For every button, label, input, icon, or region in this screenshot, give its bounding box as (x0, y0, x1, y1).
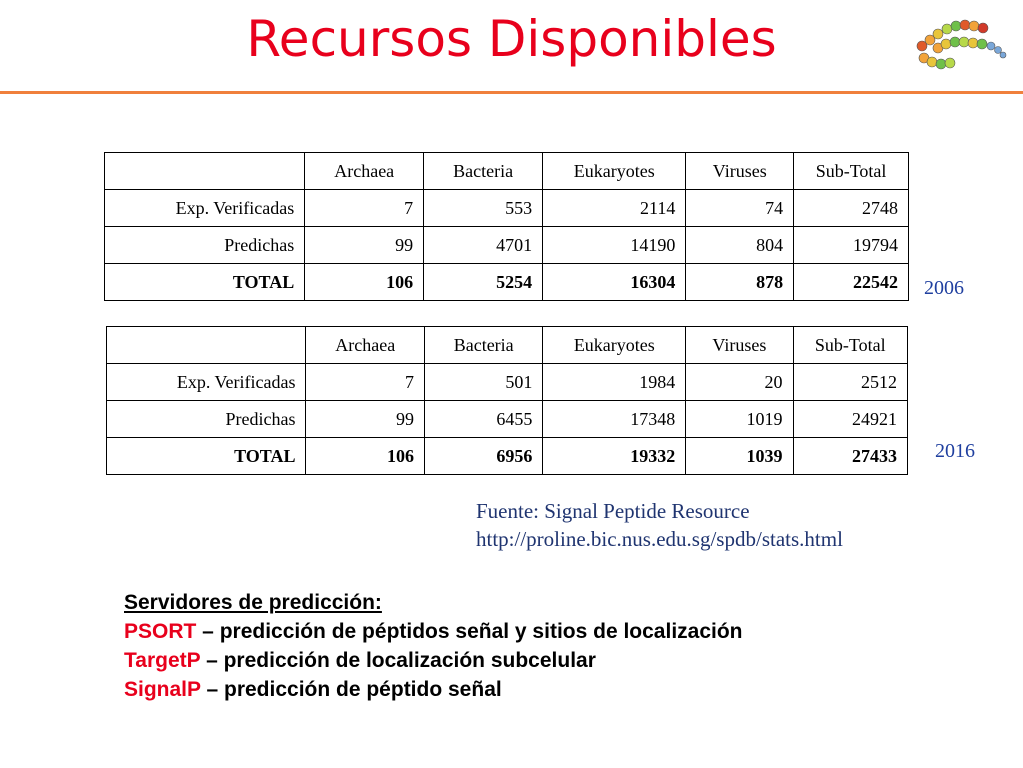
table-cell: 17348 (543, 401, 686, 438)
table-cell: 2748 (794, 190, 909, 227)
table-cell: 5254 (424, 264, 543, 301)
table-total-row (105, 264, 909, 301)
table-header-cell: Eukaryotes (543, 327, 686, 364)
row-label: Exp. Verificadas (107, 364, 306, 401)
table-cell: 6455 (424, 401, 542, 438)
table-header-cell: Sub-Total (794, 153, 909, 190)
row-label: TOTAL (107, 438, 306, 475)
year-label-2006: 2006 (924, 277, 964, 299)
source-citation (476, 497, 843, 553)
stats-table-2006 (104, 152, 909, 301)
table-header-row (107, 327, 908, 364)
server-description: – predicción de localización subcelular (200, 649, 596, 672)
table-cell: 2114 (543, 190, 686, 227)
peptide-chain-icon (910, 16, 1010, 76)
row-label: Predichas (107, 401, 306, 438)
table-header-cell: Bacteria (424, 153, 543, 190)
table-cell: 19332 (543, 438, 686, 475)
source-label: Fuente: Signal Peptide Resource (476, 499, 750, 523)
row-label: Predichas (105, 227, 305, 264)
table-total-row (107, 438, 908, 475)
table-cell: 106 (305, 264, 424, 301)
table-cell: 7 (305, 190, 424, 227)
table-header-cell: Archaea (306, 327, 424, 364)
table-header-cell: Eukaryotes (543, 153, 686, 190)
table-cell: 2512 (793, 364, 907, 401)
table-cell: 99 (305, 227, 424, 264)
server-name: SignalP (124, 678, 201, 701)
year-label-2016: 2016 (935, 440, 975, 462)
table-row (107, 364, 908, 401)
table-header-cell (107, 327, 306, 364)
server-description: – predicción de péptido señal (200, 678, 502, 701)
table-header-row (105, 153, 909, 190)
table-cell: 804 (686, 227, 794, 264)
server-item-targetp (124, 646, 743, 675)
table-cell: 99 (306, 401, 424, 438)
table-cell: 1019 (686, 401, 793, 438)
table-cell: 27433 (793, 438, 907, 475)
server-name: TargetP (124, 649, 201, 672)
table-cell: 19794 (794, 227, 909, 264)
table-header-cell: Sub-Total (793, 327, 907, 364)
row-label: Exp. Verificadas (105, 190, 305, 227)
prediction-servers-list (124, 588, 743, 704)
servers-heading: Servidores de predicción: (124, 591, 382, 614)
row-label: TOTAL (105, 264, 305, 301)
table-cell: 501 (424, 364, 542, 401)
table-cell: 74 (686, 190, 794, 227)
table-cell: 20 (686, 364, 793, 401)
server-description: – predicción de péptidos señal y sitios de localización (196, 620, 743, 643)
page-title: Recursos Disponibles (246, 10, 777, 68)
table-cell: 1039 (686, 438, 793, 475)
table-header-cell: Viruses (686, 153, 794, 190)
table-cell: 16304 (543, 264, 686, 301)
table-cell: 1984 (543, 364, 686, 401)
table-row (105, 227, 909, 264)
table-header-cell: Viruses (686, 327, 793, 364)
table-row (105, 190, 909, 227)
table-cell: 7 (306, 364, 424, 401)
table-header-cell: Archaea (305, 153, 424, 190)
table-cell: 24921 (793, 401, 907, 438)
source-link[interactable]: http://proline.bic.nus.edu.sg/spdb/stats.html (476, 527, 843, 551)
server-name: PSORT (124, 620, 197, 643)
table-header-cell (105, 153, 305, 190)
table-header-cell: Bacteria (424, 327, 542, 364)
table-cell: 14190 (543, 227, 686, 264)
stats-table-2016 (106, 326, 908, 475)
table-cell: 106 (306, 438, 424, 475)
table-row (107, 401, 908, 438)
title-divider (0, 91, 1023, 94)
table-cell: 6956 (424, 438, 542, 475)
table-cell: 22542 (794, 264, 909, 301)
table-cell: 553 (424, 190, 543, 227)
server-item-psort (124, 617, 743, 646)
server-item-signalp (124, 675, 743, 704)
table-cell: 878 (686, 264, 794, 301)
table-cell: 4701 (424, 227, 543, 264)
